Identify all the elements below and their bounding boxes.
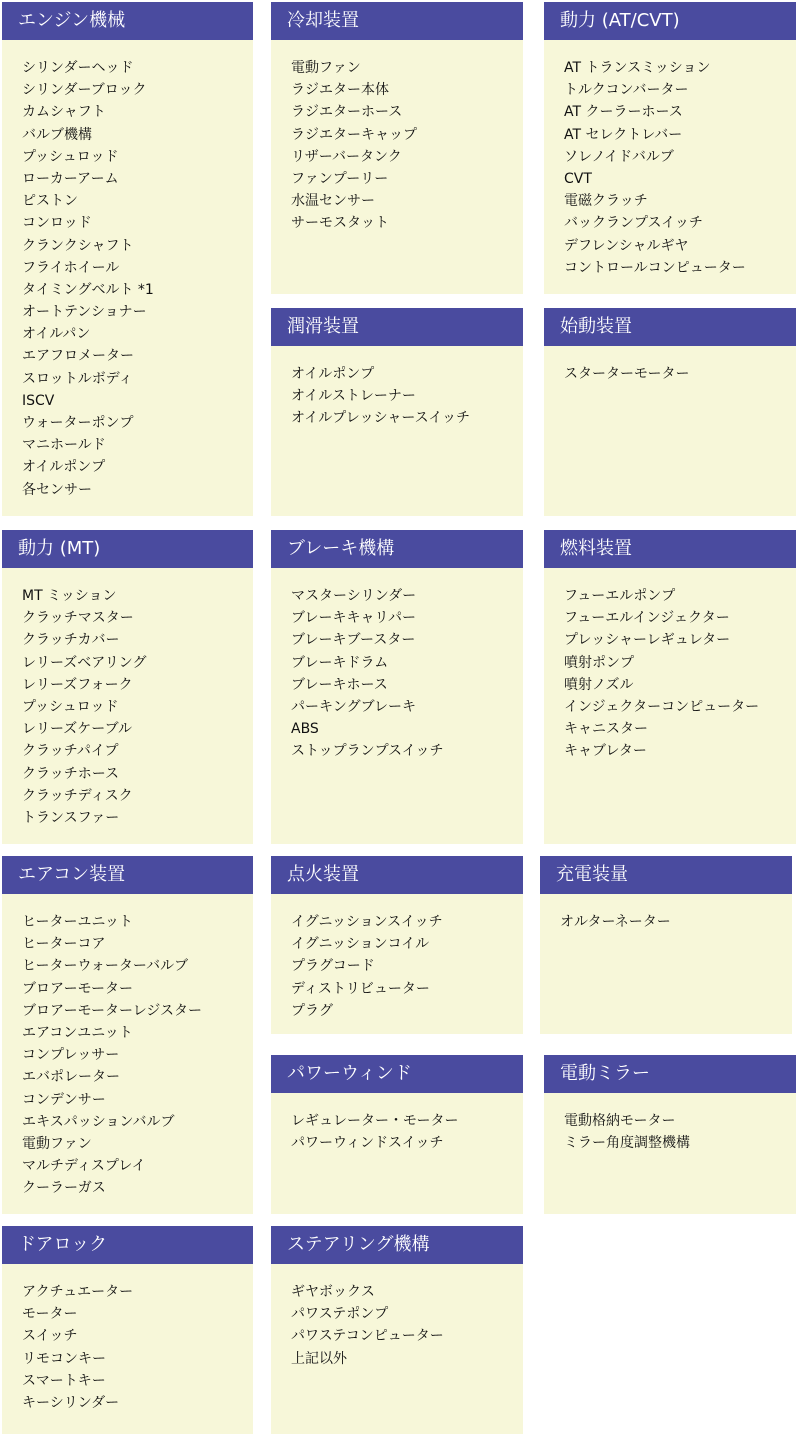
panel-title[interactable]: パワーウィンド xyxy=(271,1055,523,1093)
list-item[interactable]: ラジエターキャップ xyxy=(291,126,417,143)
list-item[interactable]: ラジエターホース xyxy=(291,104,403,121)
panel-electric-mirror xyxy=(544,1055,796,1214)
list-item[interactable]: 電磁クラッチ xyxy=(564,193,648,210)
list-item[interactable]: ヒーターウォーターバルブ xyxy=(22,958,189,975)
list-item[interactable]: クラッチパイプ xyxy=(22,743,119,760)
list-item[interactable]: 電動格納モーター xyxy=(564,1113,676,1129)
list-item[interactable]: パワステポンプ xyxy=(291,1306,389,1323)
list-item[interactable]: オルターネーター xyxy=(560,914,671,930)
list-item[interactable]: シリンダーブロック xyxy=(22,82,147,99)
panel-title[interactable]: 点火装置 xyxy=(271,856,523,894)
panel-fuel-system xyxy=(544,530,796,844)
item-list xyxy=(271,1093,523,1154)
list-item[interactable]: ブレーキブースター xyxy=(291,632,416,649)
list-item[interactable]: デフレンシャルギヤ xyxy=(564,237,689,254)
list-item[interactable]: パワーウィンドスイッチ xyxy=(291,1135,444,1152)
list-item[interactable]: キーシリンダー xyxy=(22,1394,120,1411)
panel-power-window xyxy=(271,1055,523,1214)
list-item[interactable]: 電動ファン xyxy=(22,1135,92,1152)
item-list xyxy=(271,894,523,1022)
list-item[interactable]: オートテンショナー xyxy=(22,304,147,321)
panel-title[interactable]: 電動ミラー xyxy=(544,1055,796,1093)
list-item[interactable]: 噴射ポンプ xyxy=(564,654,634,671)
list-item[interactable]: プッシュロッド xyxy=(22,148,119,165)
list-item[interactable]: ファンプーリー xyxy=(291,170,389,187)
panel-title[interactable]: ブレーキ機構 xyxy=(271,530,523,568)
panel-title[interactable]: 燃料装置 xyxy=(544,530,796,568)
list-item[interactable]: クランクシャフト xyxy=(22,237,134,254)
list-item[interactable]: ABS xyxy=(291,721,319,738)
list-item[interactable]: コンデンサー xyxy=(22,1091,106,1108)
list-item[interactable]: インジェクターコンピューター xyxy=(564,698,760,715)
list-item[interactable]: クラッチディスク xyxy=(22,787,133,804)
list-item[interactable]: ディストリビューター xyxy=(291,980,430,997)
list-item[interactable]: オイルストレーナー xyxy=(291,388,416,405)
list-item[interactable]: バルブ機構 xyxy=(22,126,92,143)
list-item[interactable]: モーター xyxy=(22,1306,78,1323)
list-item[interactable]: キャニスター xyxy=(564,721,648,738)
list-item[interactable]: ストップランプスイッチ xyxy=(291,743,444,760)
item-list xyxy=(271,40,523,235)
list-item[interactable]: 上記以外 xyxy=(291,1350,347,1367)
panel-title[interactable]: 始動装置 xyxy=(544,308,796,346)
panel-title[interactable]: 潤滑装置 xyxy=(271,308,523,346)
item-list xyxy=(271,1264,523,1370)
panel-title[interactable]: 動力 (MT) xyxy=(2,530,253,568)
list-item[interactable]: オイルポンプ xyxy=(22,459,106,476)
panel-title[interactable]: 充電装量 xyxy=(540,856,792,894)
list-item[interactable]: ピストン xyxy=(22,193,78,210)
list-item[interactable]: エキスパッションバルブ xyxy=(22,1113,175,1130)
list-item[interactable]: フライホイール xyxy=(22,259,120,276)
list-item[interactable]: ラジエター本体 xyxy=(291,82,389,99)
list-item[interactable]: ブレーキドラム xyxy=(291,654,389,671)
item-list xyxy=(271,568,523,763)
list-item[interactable]: マスターシリンダー xyxy=(291,588,417,604)
list-item[interactable]: リザーバータンク xyxy=(291,148,402,165)
list-item[interactable]: プッシュロッド xyxy=(22,698,119,715)
panel-charging-system xyxy=(540,856,792,1034)
list-item[interactable]: フューエルポンプ xyxy=(564,588,676,604)
list-item[interactable]: リモコンキー xyxy=(22,1350,106,1367)
list-item[interactable]: クーラーガス xyxy=(22,1180,106,1197)
list-item[interactable]: トランスファー xyxy=(22,809,120,826)
list-item[interactable]: オイルポンプ xyxy=(291,366,375,382)
list-item[interactable]: キャブレター xyxy=(564,743,647,760)
list-item[interactable]: トルクコンバーター xyxy=(564,82,689,99)
item-list xyxy=(2,1264,253,1414)
list-item[interactable]: ヒーターユニット xyxy=(22,914,133,930)
list-item[interactable]: エアフロメーター xyxy=(22,348,134,365)
panel-air-conditioning xyxy=(2,856,253,1214)
panel-lubrication-system xyxy=(271,308,523,516)
list-item[interactable]: 電動ファン xyxy=(291,60,361,76)
list-item[interactable]: バックランプスイッチ xyxy=(564,215,703,232)
list-item[interactable]: ブレーキホース xyxy=(291,676,388,693)
list-item[interactable]: パワステコンピューター xyxy=(291,1328,444,1345)
list-item[interactable]: ブロアーモーター xyxy=(22,980,134,997)
list-item[interactable]: マルチディスプレイ xyxy=(22,1158,146,1175)
list-item[interactable]: プラグ xyxy=(291,1002,333,1019)
list-item[interactable]: スロットルボディ xyxy=(22,370,133,387)
list-item[interactable]: AT トランスミッション xyxy=(564,60,711,76)
list-item[interactable]: オイルプレッシャースイッチ xyxy=(291,410,471,427)
list-item[interactable]: コンロッド xyxy=(22,215,92,232)
list-item[interactable]: ギヤボックス xyxy=(291,1284,375,1300)
panel-power-at-cvt xyxy=(544,2,796,294)
panel-title[interactable]: ステアリング機構 xyxy=(271,1226,523,1264)
panel-title[interactable]: ドアロック xyxy=(2,1226,253,1264)
list-item[interactable]: カムシャフト xyxy=(22,104,106,121)
item-list xyxy=(2,568,253,829)
panel-starting-system xyxy=(544,308,796,516)
list-item[interactable]: スイッチ xyxy=(22,1328,78,1345)
panel-title[interactable]: 動力 (AT/CVT) xyxy=(544,2,796,40)
list-item[interactable]: スターターモーター xyxy=(564,366,690,382)
panel-brake-mechanism xyxy=(271,530,523,844)
list-item[interactable]: イグニッションコイル xyxy=(291,936,430,953)
list-item[interactable]: CVT xyxy=(564,170,592,187)
list-item[interactable]: ISCV xyxy=(22,392,55,409)
list-item[interactable]: AT セレクトレバー xyxy=(564,126,683,143)
list-item[interactable]: アクチュエーター xyxy=(22,1284,134,1300)
list-item[interactable]: コントロールコンピューター xyxy=(564,259,746,276)
panel-engine-machinery xyxy=(2,2,253,516)
panel-power-mt xyxy=(2,530,253,844)
list-item[interactable]: エバポレーター xyxy=(22,1069,120,1086)
list-item[interactable]: イグニッションスイッチ xyxy=(291,914,443,930)
list-item[interactable]: プレッシャーレギュレター xyxy=(564,632,731,649)
item-list xyxy=(544,1093,796,1154)
list-item[interactable]: オイルパン xyxy=(22,326,91,343)
item-list xyxy=(544,346,796,385)
item-list xyxy=(2,894,253,1199)
panel-door-lock xyxy=(2,1226,253,1434)
list-item[interactable]: ウォーターポンプ xyxy=(22,415,134,431)
item-list xyxy=(544,40,796,279)
list-item[interactable]: レリーズケーブル xyxy=(22,721,133,738)
item-list xyxy=(2,40,253,501)
list-item[interactable]: クラッチカバー xyxy=(22,632,120,649)
list-item[interactable]: レリーズフォーク xyxy=(22,676,133,693)
list-item[interactable]: ブレーキキャリパー xyxy=(291,610,417,627)
list-item[interactable]: ブロアーモーターレジスター xyxy=(22,1002,202,1019)
panel-ignition-system xyxy=(271,856,523,1034)
list-item[interactable]: クラッチホース xyxy=(22,765,120,782)
panel-steering-mechanism xyxy=(271,1226,523,1434)
list-item[interactable]: マニホールド xyxy=(22,437,106,454)
list-item[interactable]: 噴射ノズル xyxy=(564,676,634,693)
list-item[interactable]: ローカーアーム xyxy=(22,170,119,187)
panel-cooling-system xyxy=(271,2,523,294)
list-item[interactable]: フューエルインジェクター xyxy=(564,610,730,627)
list-item[interactable]: クラッチマスター xyxy=(22,610,134,627)
list-item[interactable]: AT クーラーホース xyxy=(564,104,683,121)
list-item[interactable]: ソレノイドバルブ xyxy=(564,148,674,165)
list-item[interactable]: コンプレッサー xyxy=(22,1047,120,1064)
panel-title[interactable]: エンジン機械 xyxy=(2,2,253,40)
list-item[interactable]: 水温センサー xyxy=(291,193,375,210)
item-list xyxy=(540,894,792,933)
list-item[interactable]: スマートキー xyxy=(22,1372,106,1389)
list-item[interactable]: MT ミッション xyxy=(22,588,117,604)
list-item[interactable]: サーモスタット xyxy=(291,215,389,232)
panel-title[interactable]: エアコン装置 xyxy=(2,856,253,894)
list-item[interactable]: タイミングベルト *1 xyxy=(22,281,154,298)
item-list xyxy=(544,568,796,763)
list-item[interactable]: シリンダーヘッド xyxy=(22,60,134,76)
item-list xyxy=(271,346,523,430)
list-item[interactable]: ヒーターコア xyxy=(22,936,106,953)
list-item[interactable]: レリーズベアリング xyxy=(22,654,147,671)
list-item[interactable]: 各センサー xyxy=(22,481,92,498)
panel-title[interactable]: 冷却装置 xyxy=(271,2,523,40)
list-item[interactable]: ミラー角度調整機構 xyxy=(564,1135,690,1152)
list-item[interactable]: レギュレーター・モーター xyxy=(291,1113,459,1129)
list-item[interactable]: パーキングブレーキ xyxy=(291,698,417,715)
list-item[interactable]: プラグコード xyxy=(291,958,375,975)
list-item[interactable]: エアコンユニット xyxy=(22,1024,133,1041)
